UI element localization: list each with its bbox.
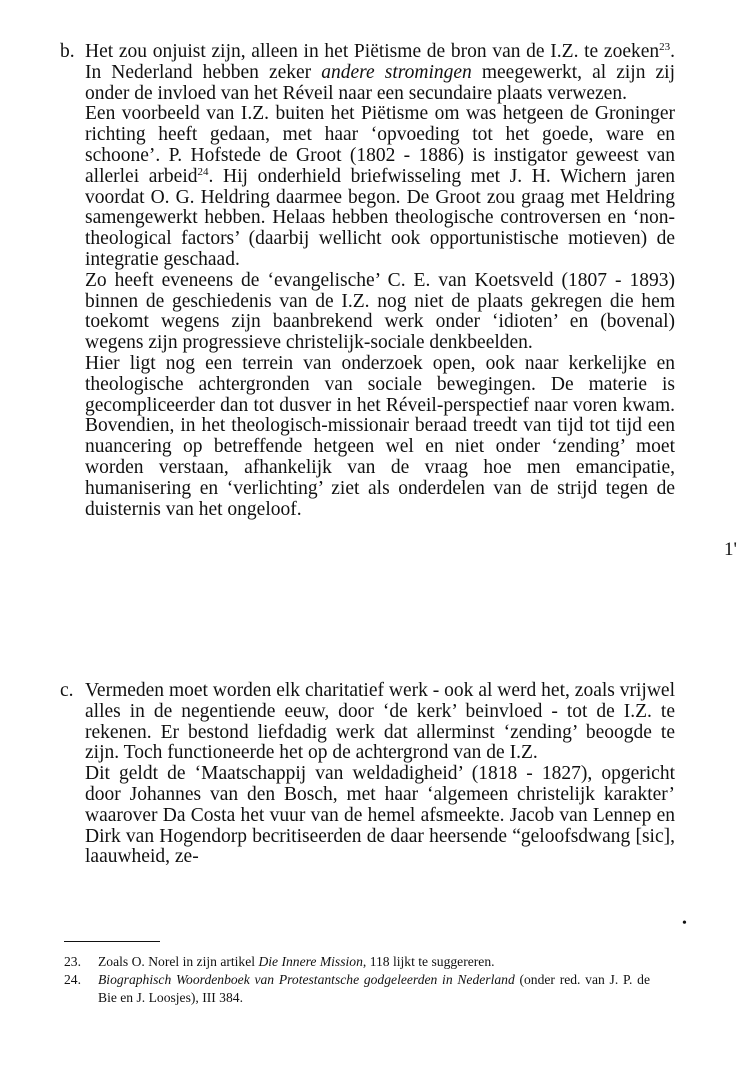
section-b [60, 42, 676, 520]
text-run: Zoals O. Norel in zijn artikel [98, 954, 259, 969]
footnote-title: Biographisch Woordenboek van Protestantsche godgeleerden in Nederland [98, 972, 515, 987]
footnote-ref-23[interactable]: 23 [659, 41, 671, 53]
text-run: Het zou onjuist zijn, alleen in het Piëtisme de bron van de I.Z. te zoeken [85, 41, 660, 62]
footnote-title: Die Innere Mission [258, 954, 363, 969]
footnote-24 [64, 971, 650, 1007]
footnote-divider [64, 941, 160, 942]
paragraph-b-1 [85, 42, 675, 104]
footnotes [64, 953, 650, 1007]
margin-page-number: 1' [724, 539, 737, 560]
section-marker-b: b. [60, 41, 75, 62]
section-c-body [85, 681, 675, 868]
section-b-body [85, 42, 675, 520]
footnote-number: 23. [64, 954, 81, 969]
text-run: . In Nederland hebben zeker [85, 41, 675, 83]
section-c [60, 681, 676, 868]
footnote-number: 24. [64, 972, 81, 987]
paragraph-c-1: Vermeden moet worden elk charitatief werk - ook al werd het, zoals vrijwel alles in de negentiende eeuw, door ‘de kerk’ beinvloed - tot de I.Z. te rekenen. Er bestond liefdadig werk dat allerminst ‘zending’ beoogde te zijn. Toch functioneerde het op de achtergrond van de I.Z. [85, 680, 675, 764]
paragraph-b-4: Hier ligt nog een terrein van onderzoek open, ook naar kerkelijke en theologische achtergronden van sociale bewegingen. De materie is gecompliceerder dan tot dusver in het Réveil-perspectief naar voren kwam. Bovendien, in het theologisch-missionair beraad treedt van tijd tot tijd een nuancering op betreffende hetgeen wel en niet onder ‘zending’ moet worden verstaan, afhankelijk van de vraag hoe men emancipatie, humanisering en ‘verlichting’ ziet als onderdelen van de strijd tegen de duisternis van het ongeloof. [85, 352, 675, 520]
paragraph-c-2: Dit geldt de ‘Maatschappij van weldadigheid’ (1818 - 1827), opgericht door Johannes van den Bosch, met haar ‘algemeen christelijk karakter’ waarover Da Costa het vuur van de hemel afsmeekte. Jacob van Lennep en Dirk van Hogendorp becritiseerden de daar heersende “geloofsdwang [sic], laauwheid, ze- [85, 763, 675, 868]
text-run: meegewerkt, al zijn zij onder de invloed van het Réveil naar een secundaire plaats verwezen. [85, 61, 676, 104]
text-run: . Hij onderhield briefwisseling met J. H. Wichern jaren voordat O. G. Heldring daarmee begon. De Groot zou graag met Heldring samengewerkt hebben. Helaas hebben theologische controversen en ‘non-theological factors’ (daarbij wellicht ook opportunistische motieven) de integratie geschaad. [85, 165, 675, 270]
section-marker-c: c. [60, 680, 74, 701]
margin-dot-mark: • [682, 916, 687, 931]
footnote-23 [64, 953, 650, 971]
text-run: Een voorbeeld van I.Z. buiten het Piëtisme om was hetgeen de Groninger richting heeft gedaan, met haar ‘opvoeding tot het goede, ware en schoone’. P. Hofstede de Groot (1802 - 1886) is instigator geweest van allerlei arbeid [85, 103, 675, 187]
footnote-ref-24[interactable]: 24 [197, 165, 209, 178]
text-run: (onder red. van J. P. de Bie en J. Loosjes), III 384. [98, 972, 650, 1005]
paragraph-b-2 [85, 104, 675, 270]
text-run: , 118 lijkt te suggereren. [362, 954, 495, 969]
emphasis-text: andere stromingen [321, 61, 472, 83]
paragraph-b-3: Zo heeft eveneens de ‘evangelische’ C. E. van Koetsveld (1807 - 1893) binnen de geschiedenis van de I.Z. nog niet de plaats gekregen die hem toekomt wegens zijn baanbrekend werk onder ‘idioten’ en (bovenal) wegens zijn progressieve christelijk-sociale denkbeelden. [85, 269, 675, 354]
